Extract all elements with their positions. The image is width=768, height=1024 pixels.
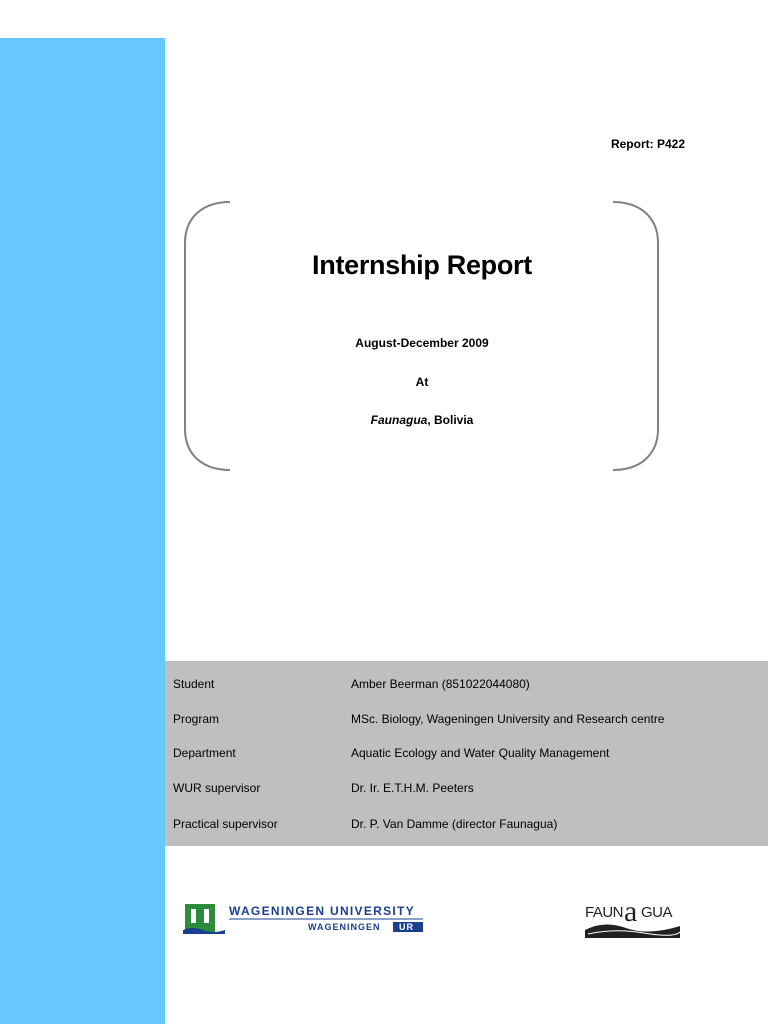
details-value: Aquatic Ecology and Water Quality Management <box>351 746 610 760</box>
details-label: Student <box>173 677 215 691</box>
location <box>230 413 614 427</box>
details-table <box>165 661 768 846</box>
details-row <box>165 674 768 694</box>
details-value: Amber Beerman (851022044080) <box>351 677 530 691</box>
report-number: Report: P422 <box>610 137 685 151</box>
at-label: At <box>415 375 429 389</box>
svg-text:a: a <box>624 895 638 928</box>
details-row <box>165 743 768 763</box>
sidebar-band <box>0 38 165 1024</box>
svg-text:UR: UR <box>399 922 414 932</box>
date-range: August-December 2009 <box>355 336 489 350</box>
details-label: Program <box>173 712 220 726</box>
details-label: WUR supervisor <box>173 781 261 795</box>
right-bracket <box>613 202 658 470</box>
location-suffix: , Bolivia <box>427 413 474 427</box>
wageningen-university-logo <box>183 900 428 938</box>
details-row <box>165 814 768 834</box>
svg-text:WAGENINGEN: WAGENINGEN <box>308 922 381 932</box>
faunagua-logo <box>584 890 684 942</box>
details-label: Practical supervisor <box>173 817 278 831</box>
details-row <box>165 709 768 729</box>
details-row <box>165 778 768 798</box>
organization-name: Faunagua <box>370 413 428 427</box>
details-value: Dr. Ir. E.T.H.M. Peeters <box>351 781 474 795</box>
svg-text:WAGENINGEN UNIVERSITY: WAGENINGEN UNIVERSITY <box>229 904 415 918</box>
details-value: Dr. P. Van Damme (director Faunagua) <box>351 817 558 831</box>
details-value: MSc. Biology, Wageningen University and Research centre <box>351 712 665 726</box>
svg-text:FAUN: FAUN <box>585 904 624 921</box>
left-bracket <box>185 202 230 470</box>
page-title: Internship Report <box>312 250 532 280</box>
details-label: Department <box>173 746 236 760</box>
svg-text:GUA: GUA <box>641 904 673 921</box>
